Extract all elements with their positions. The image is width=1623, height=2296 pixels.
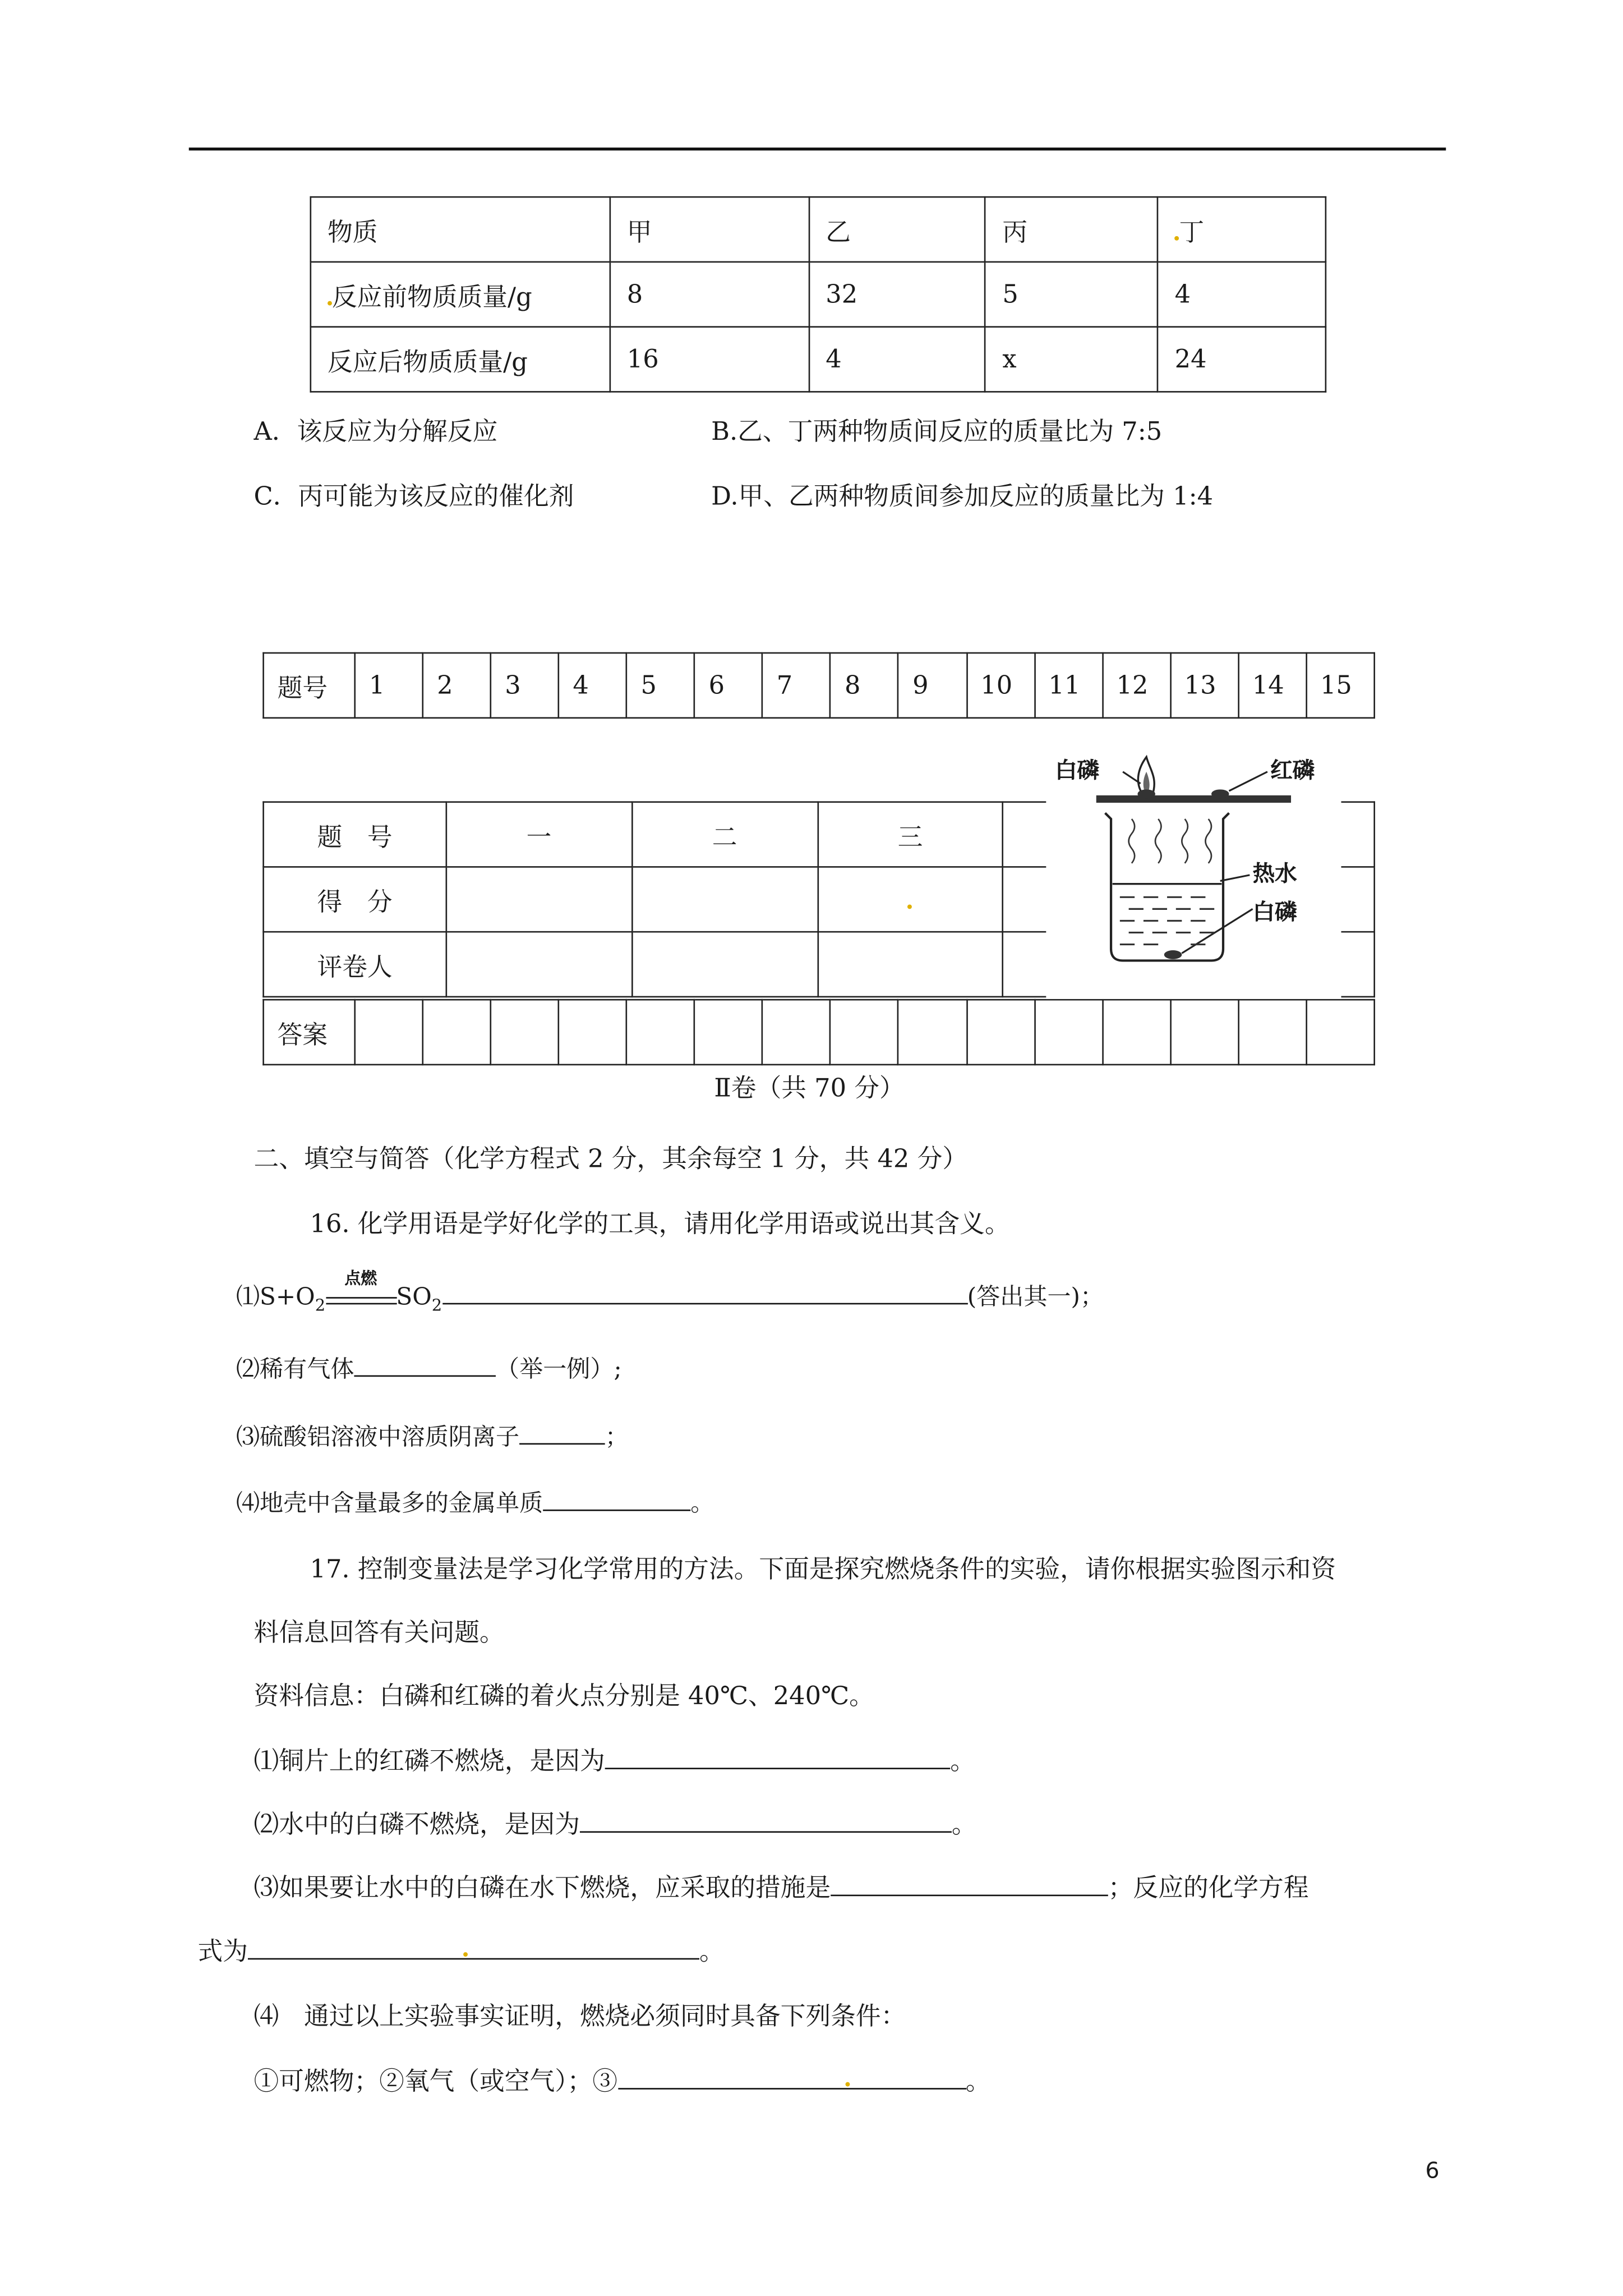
mass-header-cell: 甲 [610,197,809,262]
label-white-phosphorus-water: 白磷 [1252,898,1297,926]
answer-cell [1034,1000,1102,1065]
reaction-condition: 点燃 [344,1269,377,1289]
score-cell [818,932,1003,997]
q17-p3-equation-blank[interactable] [248,1932,699,1960]
question-number-cell: 5 [627,653,695,718]
answer-cell [1238,1000,1306,1065]
q16-part3: ⑶硫酸铝溶液中溶质阴离子 ； [236,1418,629,1452]
q17-part4: ⑷ 通过以上实验事实证明，燃烧必须同时具备下列条件： [253,2002,906,2032]
option-c: C．丙可能为该反应的催化剂 [253,482,574,512]
question-number-cell: 15 [1306,653,1375,718]
answer-cell [1306,1000,1375,1065]
mass-cell: 4 [809,327,985,392]
q17-part4-items: ①可燃物；②氧气（或空气）；③ 。 [254,2060,991,2097]
q16-p4-blank[interactable] [543,1485,690,1511]
answer-cell [1103,1000,1170,1065]
mass-row-label: 反应后物质质量/g [311,327,610,392]
q16-stem: 16. 化学用语是学好化学的工具，请用化学用语或说出其含义。 [310,1210,1010,1240]
question-number-row [264,653,1375,718]
section-title: 二、填空与简答（化学方程式 2 分，其余每空 1 分，共 42 分） [253,1145,968,1175]
q16-part2: ⑵稀有气体 （举一例）; [236,1350,622,1384]
mass-cell: 4 [1158,262,1325,327]
q17-stem-line2: 料信息回答有关问题。 [253,1618,505,1649]
answer-table [262,999,1375,1065]
page-number: 6 [1425,2157,1440,2184]
answer-cell [491,1000,559,1065]
label-red-phosphorus: 红磷 [1270,757,1315,784]
answer-cell [423,1000,491,1065]
question-number-cell: 10 [966,653,1034,718]
score-row-label: 评卷人 [264,932,446,997]
option-a: A．该反应为分解反应 [253,417,498,448]
q17-stem-line1: 17. 控制变量法是学习化学常用的方法。下面是探究燃烧条件的实验，请你根据实验图示和资 [310,1555,1336,1585]
mass-row-label: 反应前物质质量/g [311,262,610,327]
mass-header-cell: 丁 [1158,197,1325,262]
q17-p3-blank[interactable] [831,1869,1108,1897]
score-column-header: 三 [818,802,1003,867]
question-number-cell: 6 [695,653,763,718]
option-b: B.乙、丁两种物质间反应的质量比为 7:5 [711,417,1163,448]
answer-cell [898,1000,966,1065]
score-row-label: 得 分 [264,867,446,932]
mass-cell: 32 [809,262,985,327]
score-cell [446,867,632,932]
answer-cell [831,1000,898,1065]
score-column-header: 一 [446,802,632,867]
q16-p2-blank[interactable] [354,1350,496,1377]
mass-cell: 8 [610,262,809,327]
mass-cell: x [985,327,1158,392]
answer-row [264,1000,1375,1065]
q16-p1-blank[interactable] [442,1278,967,1305]
question-number-cell: 14 [1238,653,1306,718]
question-number-cell: 7 [763,653,831,718]
q17-p4-blank[interactable] [617,2062,966,2090]
answer-cell [355,1000,423,1065]
stray-dot [845,2082,849,2087]
mass-cell: 16 [610,327,809,392]
header-rule [189,148,1446,150]
option-d: D.甲、乙两种物质间参加反应的质量比为 1:4 [711,482,1214,512]
mass-header-cell: 乙 [809,197,985,262]
q17-part2: ⑵水中的白磷不燃烧，是因为 。 [254,1803,977,1840]
q17-p2-blank[interactable] [580,1805,952,1833]
answer-row-label: 答案 [264,1000,355,1065]
combustion-experiment-figure [1046,745,1341,999]
score-column-header: 二 [632,802,818,867]
question-number-cell: 12 [1103,653,1170,718]
q17-p1-blank[interactable] [605,1741,951,1769]
mass-table-row [311,262,1326,327]
stray-dot [908,904,912,908]
question-number-table [262,652,1375,719]
volume-title: Ⅱ卷（共 70 分） [714,1074,905,1104]
stray-dot [328,301,332,306]
score-cell [632,932,818,997]
score-row-label: 题 号 [264,802,446,867]
mass-cell: 24 [1158,327,1325,392]
question-number-label: 题号 [264,653,355,718]
mass-table-header-row [311,197,1326,262]
answer-cell [763,1000,831,1065]
mass-table [310,196,1326,393]
answer-cell [1170,1000,1238,1065]
question-number-cell: 9 [898,653,966,718]
score-cell [818,867,1003,932]
mass-header-cell: 丙 [985,197,1158,262]
question-number-cell: 11 [1034,653,1102,718]
q16-p3-blank[interactable] [519,1418,605,1444]
score-cell [632,867,818,932]
question-number-cell: 1 [355,653,423,718]
question-number-cell: 3 [491,653,559,718]
mass-table-row [311,327,1326,392]
reaction-arrow [325,1269,396,1305]
q17-info: 资料信息：白磷和红磷的着火点分别是 40℃、240℃。 [253,1682,874,1712]
label-hot-water: 热水 [1252,860,1297,887]
question-number-cell: 4 [559,653,626,718]
q16-part1: $⑴S+O_2$ 点燃 $SO_2$ (答出其一)； [236,1278,1104,1315]
q17-part1: ⑴铜片上的红磷不燃烧，是因为 。 [254,1740,976,1777]
question-number-cell: 2 [423,653,491,718]
answer-cell [559,1000,626,1065]
q16-part4: ⑷地壳中含量最多的金属单质 。 [236,1484,714,1519]
question-number-cell: 13 [1170,653,1238,718]
answer-cell [695,1000,763,1065]
q17-part3: ⑶如果要让水中的白磷在水下燃烧，应采取的措施是 ；反应的化学方程 [254,1867,1309,1904]
question-number-cell: 8 [831,653,898,718]
label-white-phosphorus-top: 白磷 [1055,757,1100,784]
score-cell [446,932,632,997]
mass-header-cell: 物质 [311,197,610,262]
stray-dot [463,1953,468,1957]
q17-part3-line2: 式为 。 [198,1930,725,1967]
answer-cell [966,1000,1034,1065]
answer-cell [627,1000,695,1065]
mass-cell: 5 [985,262,1158,327]
